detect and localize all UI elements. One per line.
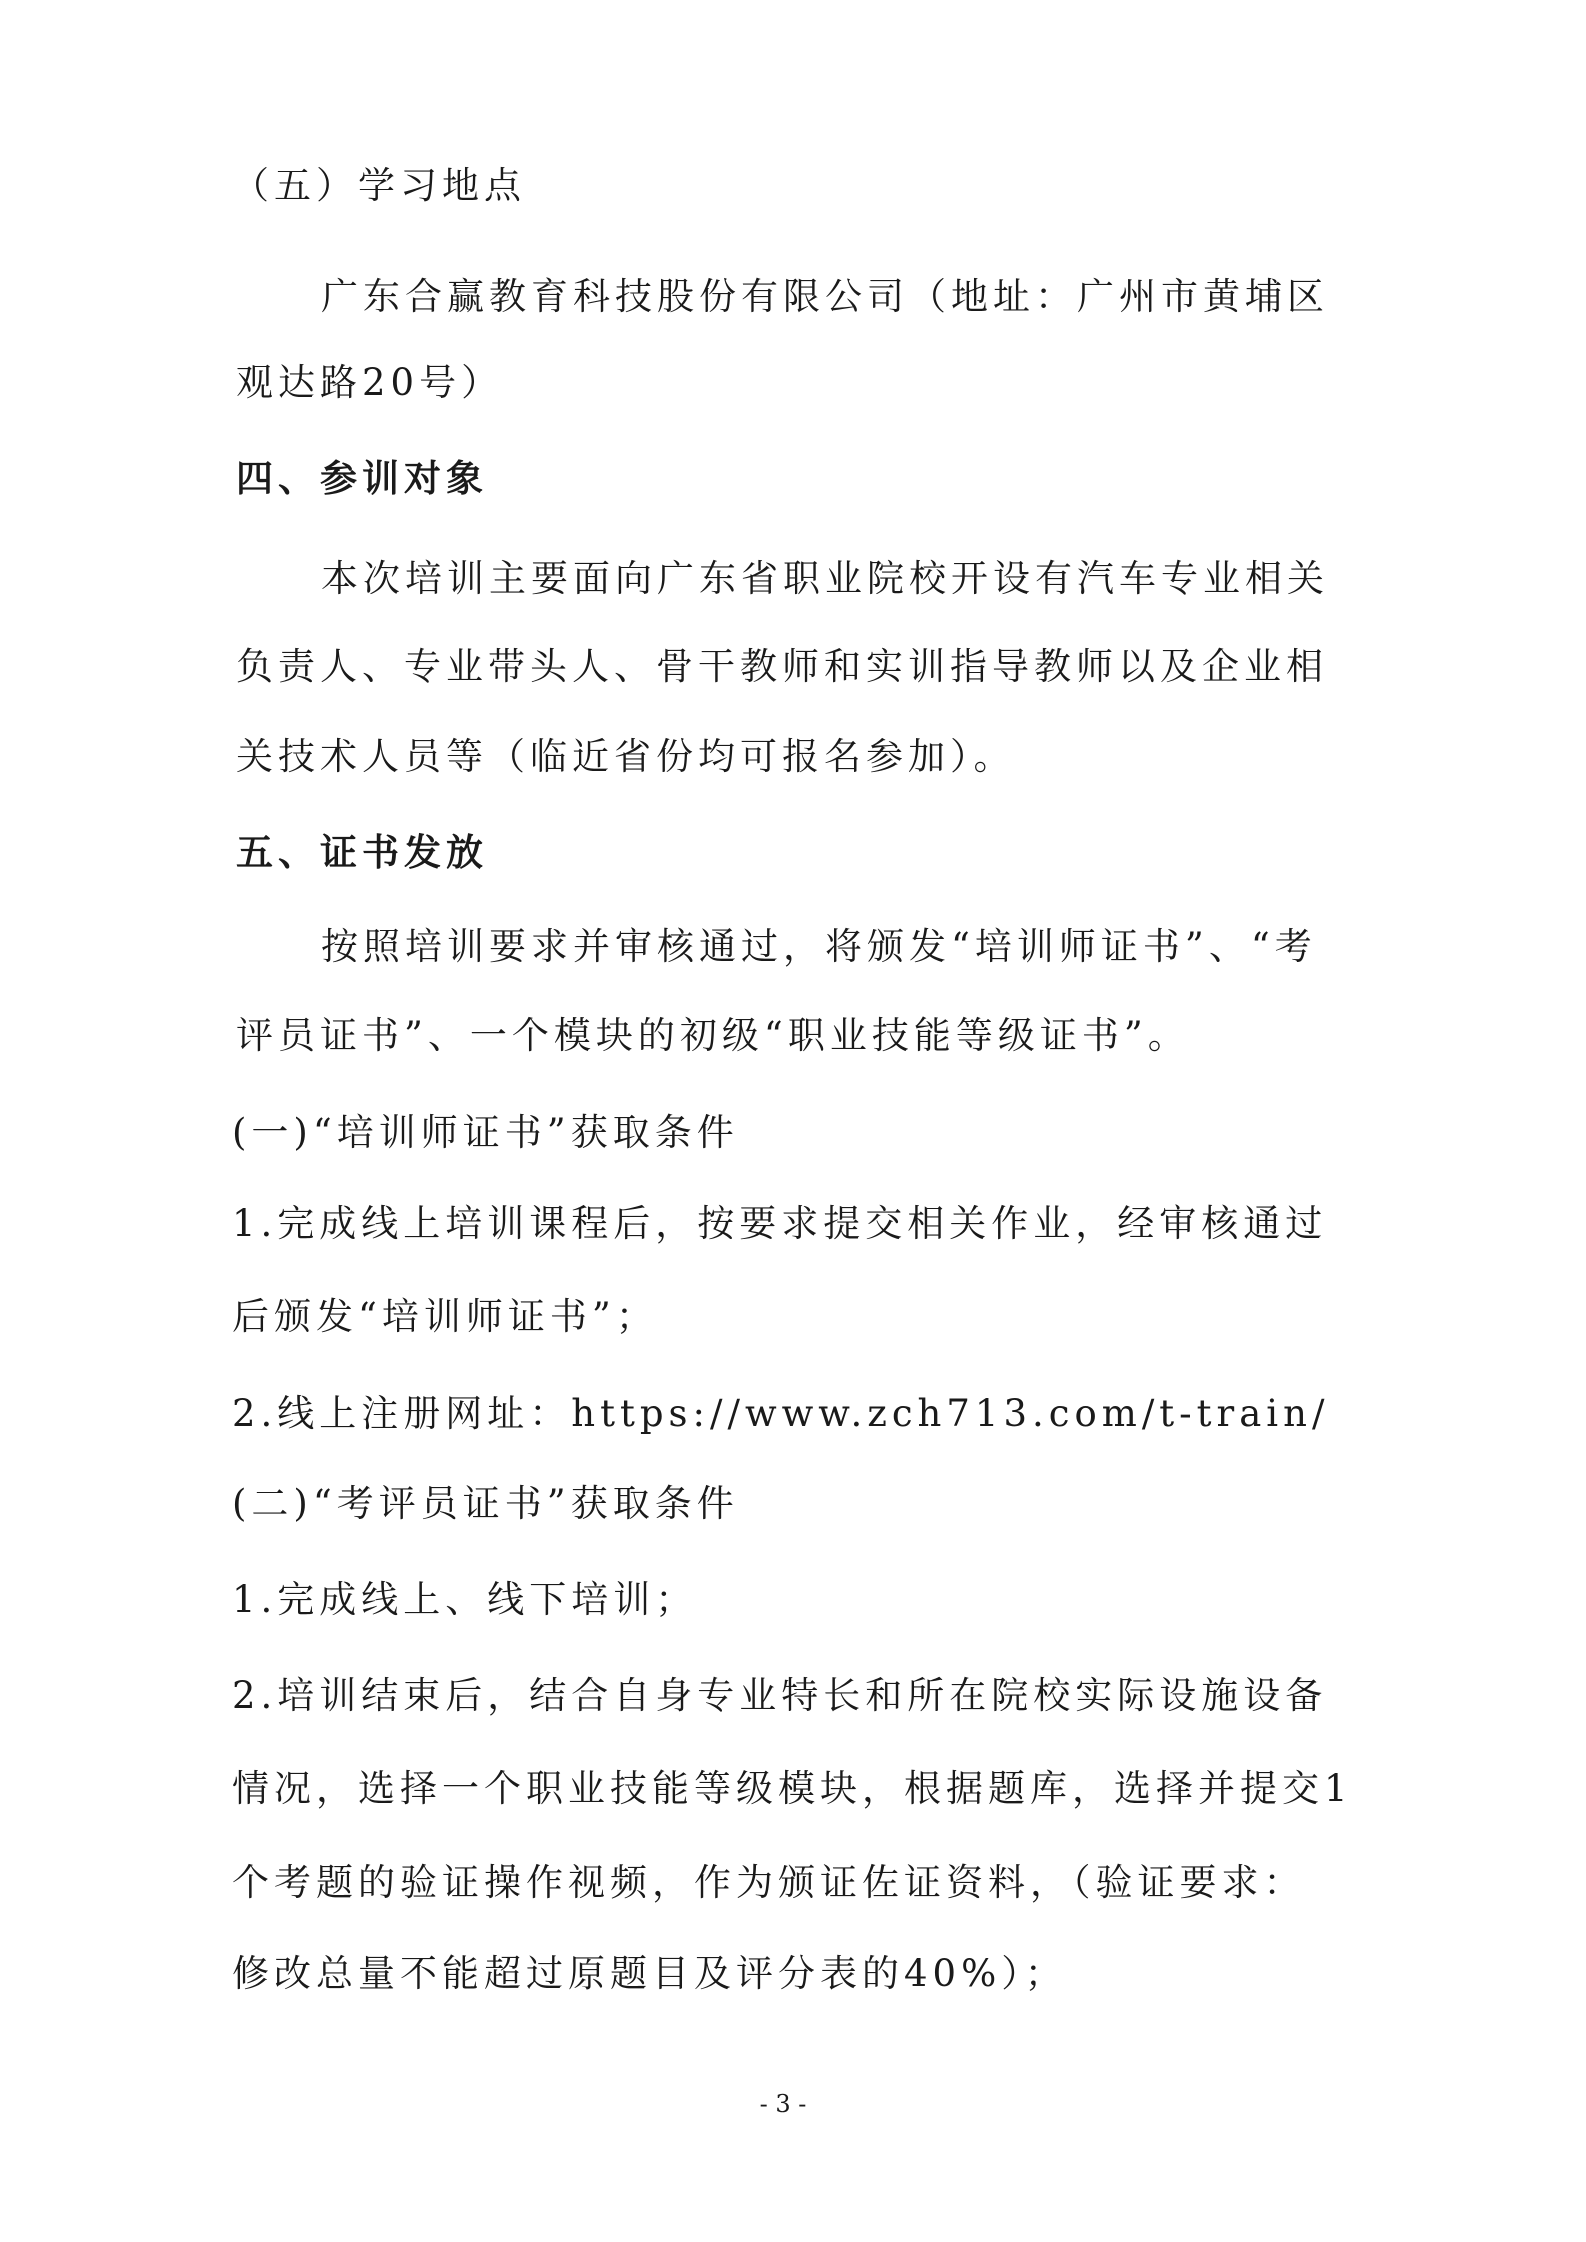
paragraph-line: 按照培训要求并审核通过，将颁发“培训师证书”、“考 <box>321 925 1317 968</box>
registration-url-line: 2.线上注册网址：https://www.zch713.com/t-train/ <box>232 1392 1330 1435</box>
paragraph-line: 负责人、专业带头人、骨干教师和实训指导教师以及企业相 <box>236 645 1328 688</box>
heading-participants: 四、参训对象 <box>236 457 488 500</box>
paragraph-line: 本次培训主要面向广东省职业院校开设有汽车专业相关 <box>321 557 1329 600</box>
paragraph-line: 情况，选择一个职业技能等级模块，根据题库，选择并提交1 <box>232 1767 1353 1810</box>
paragraph-line: 2.培训结束后，结合自身专业特长和所在院校实际设施设备 <box>232 1674 1328 1717</box>
subheading-trainer-certificate: (一)“培训师证书”获取条件 <box>232 1111 739 1154</box>
paragraph-line: 1.完成线上培训课程后，按要求提交相关作业，经审核通过 <box>232 1202 1328 1245</box>
paragraph-line: 后颁发“培训师证书”； <box>232 1295 658 1338</box>
page-number: - 3 - <box>759 2090 807 2118</box>
paragraph-line: 广东合赢教育科技股份有限公司（地址：广州市黄埔区 <box>321 275 1329 318</box>
heading-certificates: 五、证书发放 <box>236 831 488 874</box>
subheading-evaluator-certificate: (二)“考评员证书”获取条件 <box>232 1482 739 1525</box>
paragraph-line: 1.完成线上、线下培训； <box>232 1578 698 1621</box>
paragraph-line: 修改总量不能超过原题目及评分表的40%）； <box>232 1952 1067 1995</box>
paragraph-line: 个考题的验证操作视频，作为颁证佐证资料，（验证要求： <box>232 1861 1306 1904</box>
paragraph-line: 关技术人员等（临近省份均可报名参加）。 <box>236 735 1016 778</box>
paragraph-line: 评员证书”、一个模块的初级“职业技能等级证书”。 <box>236 1014 1190 1057</box>
paragraph-line: 观达路20号） <box>236 361 504 404</box>
subheading-study-location: （五）学习地点 <box>232 164 526 207</box>
